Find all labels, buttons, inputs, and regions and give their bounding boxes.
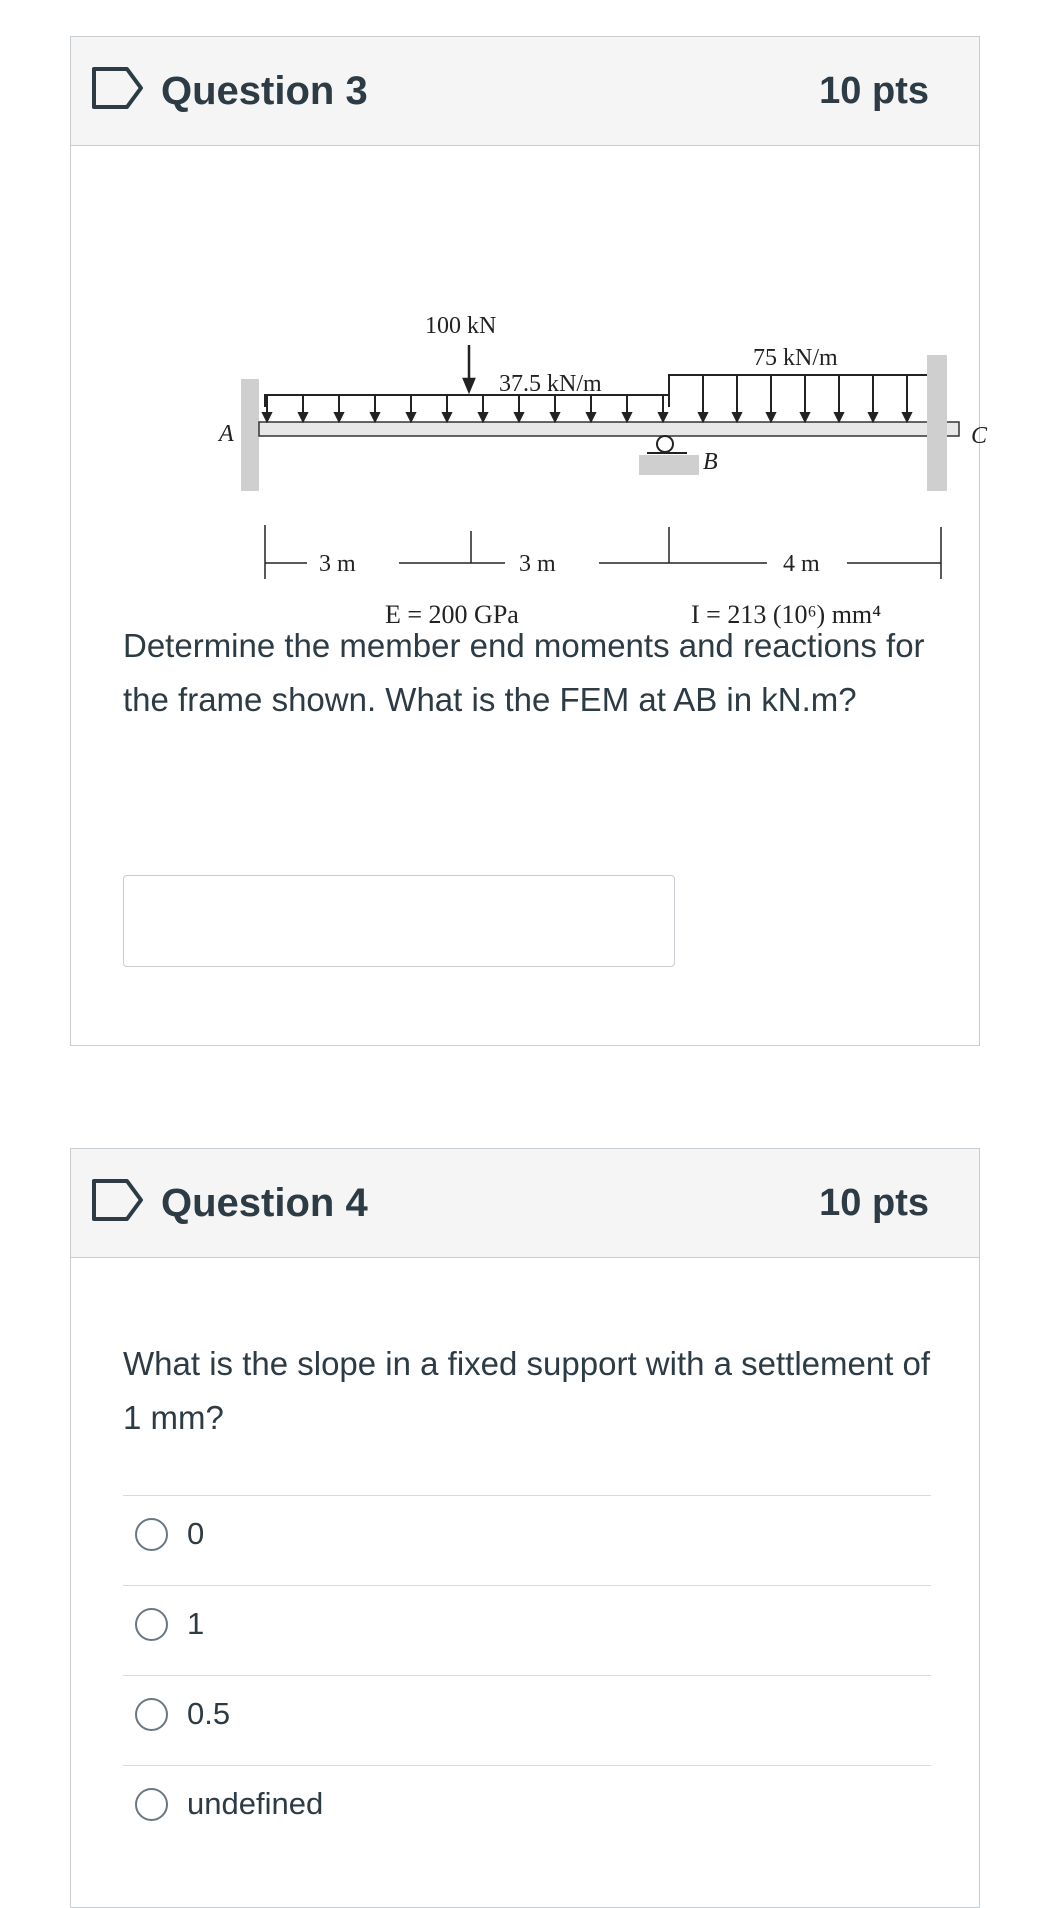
point-load-arrow xyxy=(464,345,474,391)
label-b: B xyxy=(703,449,718,475)
beam-diagram xyxy=(157,187,988,629)
answer-options xyxy=(123,1495,931,1855)
point-load-label: 100 kN xyxy=(425,313,497,339)
udl-right-arrows xyxy=(699,375,911,421)
flag-question-icon[interactable] xyxy=(91,66,145,110)
answer-option-label: 0.5 xyxy=(187,1696,231,1731)
answer-option-label: 0 xyxy=(187,1516,205,1551)
question-points: 10 pts xyxy=(819,70,929,112)
dimension-line xyxy=(265,525,941,579)
question-4-card xyxy=(70,1148,980,1908)
answer-input[interactable] xyxy=(123,875,675,967)
question-points: 10 pts xyxy=(819,1182,929,1224)
answer-option[interactable] xyxy=(123,1585,931,1675)
question-title: Question 4 xyxy=(161,1181,368,1225)
flag-question-icon[interactable] xyxy=(91,1178,145,1222)
fixed-support-c xyxy=(927,355,947,491)
udl-right-label: 75 kN/m xyxy=(753,345,838,371)
answer-option[interactable] xyxy=(123,1765,931,1855)
label-a: A xyxy=(219,421,234,447)
question-text: Determine the member end moments and reactions for the frame shown. What is the FEM at AB in kN.m? xyxy=(123,627,925,718)
question-text: What is the slope in a fixed support with a settlement of 1 mm? xyxy=(123,1345,931,1436)
question-title: Question 3 xyxy=(161,69,368,113)
span-3-label: 4 m xyxy=(783,551,820,577)
modulus-label: E = 200 GPa xyxy=(385,600,519,629)
radio-button[interactable] xyxy=(135,1788,168,1821)
answer-option[interactable] xyxy=(123,1495,931,1585)
radio-button[interactable] xyxy=(135,1518,168,1551)
span-2-label: 3 m xyxy=(519,551,556,577)
beam xyxy=(259,422,959,436)
question-3-card xyxy=(70,36,988,1046)
answer-option-label: 1 xyxy=(187,1606,205,1641)
question-header xyxy=(71,1149,979,1258)
span-1-label: 3 m xyxy=(319,551,356,577)
fixed-support-a xyxy=(241,379,259,491)
label-c: C xyxy=(971,423,988,449)
udl-left-label: 37.5 kN/m xyxy=(499,371,602,397)
udl-left-arrows xyxy=(263,395,667,421)
radio-button[interactable] xyxy=(135,1608,168,1641)
answer-option-label: undefined xyxy=(187,1786,324,1821)
radio-button[interactable] xyxy=(135,1698,168,1731)
roller-support-b xyxy=(639,436,699,475)
question-header xyxy=(71,37,979,146)
answer-option[interactable] xyxy=(123,1675,931,1765)
inertia-label: I = 213 (10⁶) mm⁴ xyxy=(691,600,882,629)
beam-figure xyxy=(157,187,988,629)
